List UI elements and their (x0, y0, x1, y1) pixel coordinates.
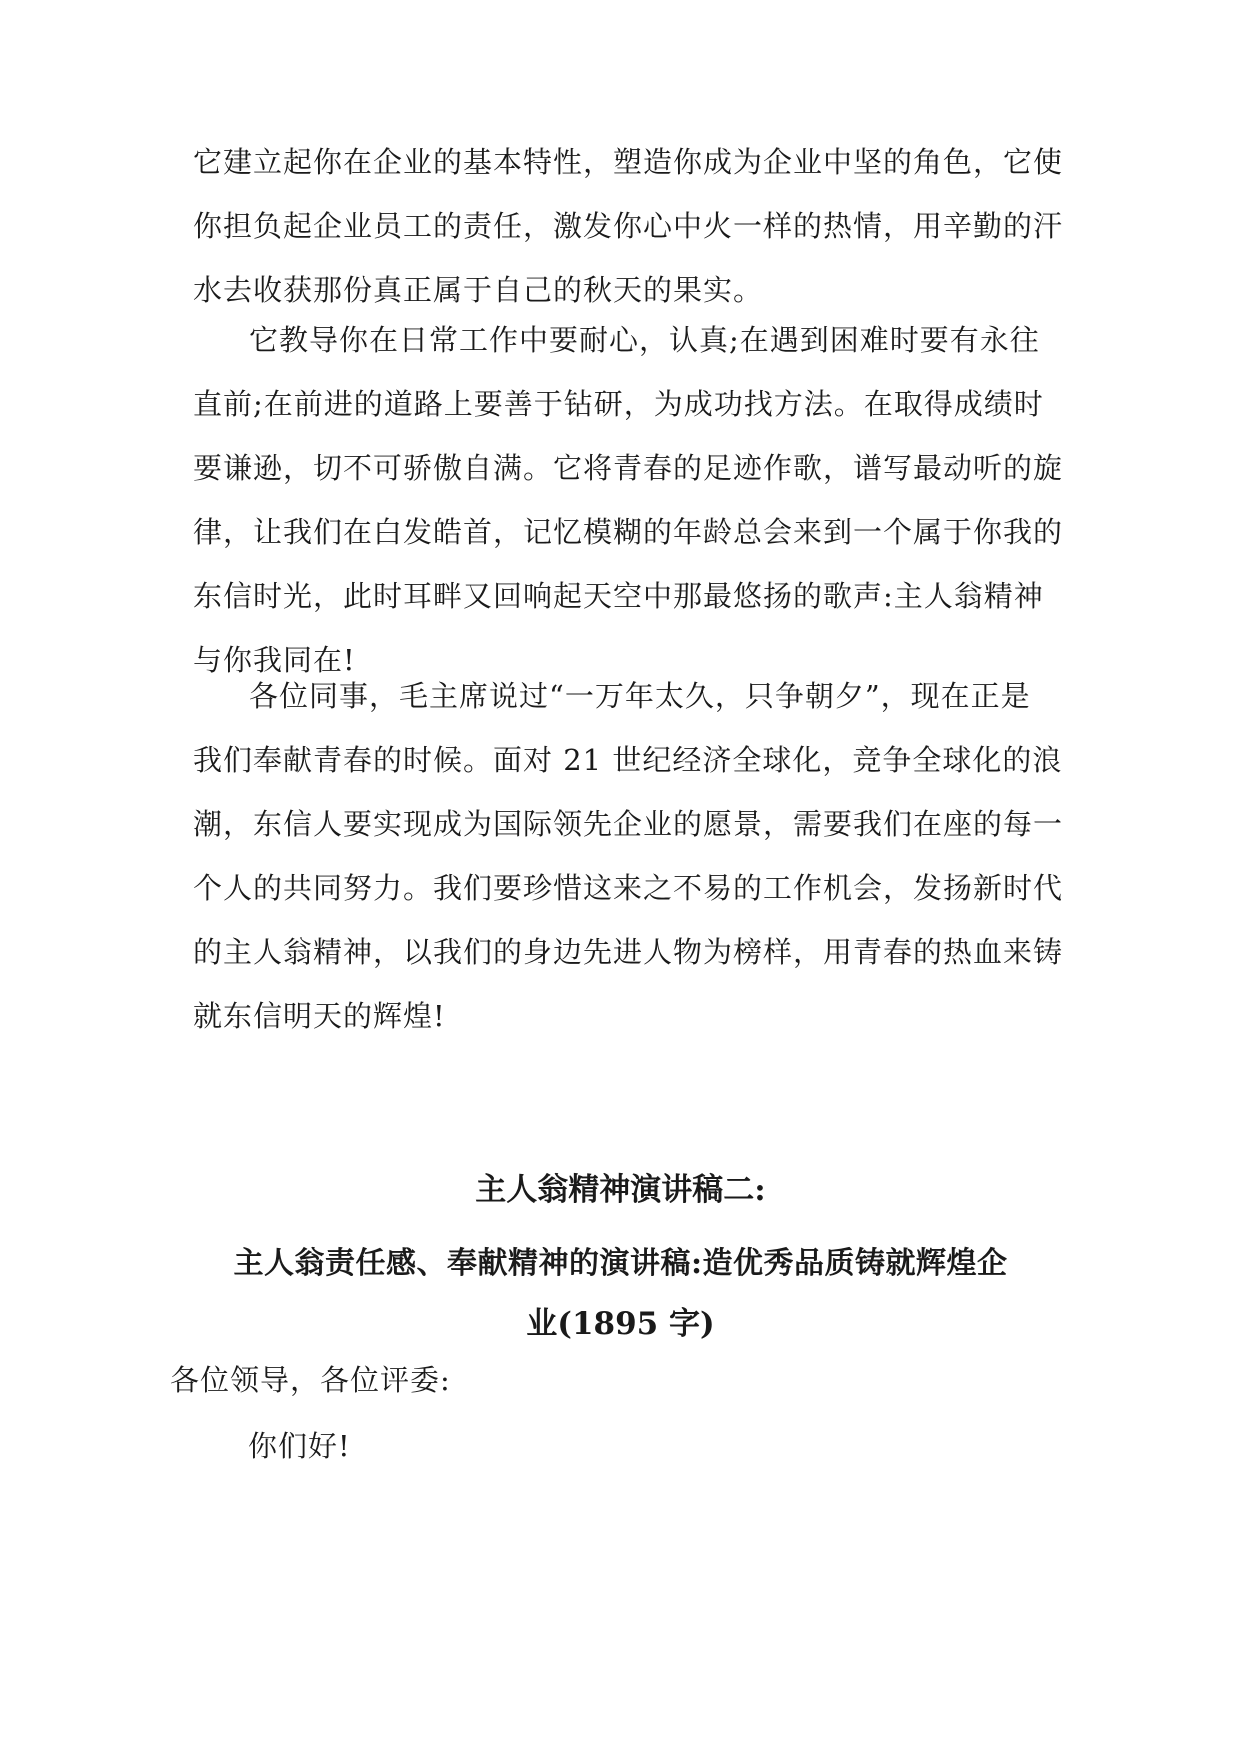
text-line: 它建立起你在企业的基本特性，塑造你成为企业中坚的角色，它使 (193, 145, 1064, 179)
text-line: 的主人翁精神，以我们的身边先进人物为榜样，用青春的热血来铸 (193, 935, 1064, 969)
text-line: 它教导你在日常工作中要耐心，认真;在遇到困难时要有永往 (249, 323, 1040, 357)
text-line: 个人的共同努力。我们要珍惜这来之不易的工作机会，发扬新时代 (193, 871, 1064, 905)
paragraph-2 (193, 308, 1063, 692)
text-line: 就东信明天的辉煌! (193, 999, 446, 1033)
text-line: 你们好! (248, 1429, 351, 1463)
text-line: 你担负起企业员工的责任，激发你心中火一样的热情，用辛勤的汗 (193, 209, 1064, 243)
section-heading-line-2: 主人翁责任感、奉献精神的演讲稿:造优秀品质铸就辉煌企 (233, 1246, 1008, 1281)
section-heading-line-3: 业(1895 字) (526, 1306, 715, 1342)
section-heading-line-1: 主人翁精神演讲稿二: (475, 1172, 766, 1208)
salutation (170, 1348, 451, 1412)
text-line: 律，让我们在白发皓首，记忆模糊的年龄总会来到一个属于你我的 (193, 515, 1064, 549)
text-line: 各位同事，毛主席说过“一万年太久，只争朝夕”，现在正是 (249, 679, 1031, 713)
text-line: 直前;在前进的道路上要善于钻研，为成功找方法。在取得成绩时 (193, 387, 1044, 421)
text-line: 潮，东信人要实现成为国际领先企业的愿景，需要我们在座的每一 (193, 807, 1064, 841)
greeting (248, 1414, 351, 1478)
text-line: 东信时光，此时耳畔又回响起天空中那最悠扬的歌声:主人翁精神 (193, 579, 1044, 613)
paragraph-1 (193, 130, 1063, 322)
text-line: 各位领导，各位评委: (170, 1363, 451, 1397)
text-line: 要谦逊，切不可骄傲自满。它将青春的足迹作歌，谱写最动听的旋 (193, 451, 1064, 485)
paragraph-3 (193, 664, 1063, 1048)
text-line: 与你我同在! (193, 643, 356, 677)
text-line: 水去收获那份真正属于自己的秋天的果实。 (193, 273, 764, 307)
text-line: 我们奉献青春的时候。面对 21 世纪经济全球化，竞争全球化的浪 (193, 743, 1063, 777)
